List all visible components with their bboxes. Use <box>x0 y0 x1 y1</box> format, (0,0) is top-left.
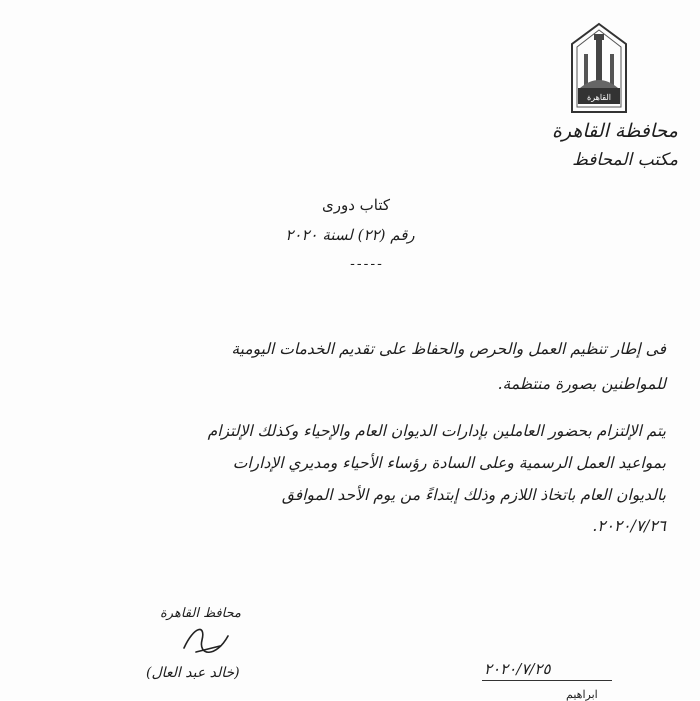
title-separator: ----- <box>350 256 384 272</box>
paragraph2-line: ٢٠٢٠/٧/٢٦. <box>592 517 666 535</box>
logo-text: القاهرة <box>587 93 611 102</box>
clerk-initials: ابراهيم <box>566 688 598 701</box>
circular-title: كتاب دورى <box>321 196 391 214</box>
document-date: ٢٠٢٠/٧/٢٥ <box>484 660 551 678</box>
signatory-title: محافظ القاهرة <box>160 606 241 621</box>
paragraph2-line: يتم الإلتزام بحضور العاملين بإدارات الديوان العام والإحياء وكذلك الإلتزام <box>207 422 666 440</box>
paragraph2-line: بمواعيد العمل الرسمية وعلى السادة رؤساء الأحياء ومديري الإدارات <box>232 454 666 472</box>
paragraph1-line: للمواطنين بصورة منتظمة. <box>497 375 666 393</box>
signatory-name: (خالد عبد العال) <box>146 665 240 681</box>
cairo-governorate-logo <box>566 22 632 114</box>
paragraph2-line: بالديوان العام باتخاذ اللازم وذلك إبتداءً من يوم الأحد الموافق <box>281 486 666 504</box>
governorate-name: محافظة القاهرة <box>551 120 678 142</box>
paragraph1-line: فى إطار تنظيم العمل والحرص والحفاظ على تقديم الخدمات اليومية <box>231 340 666 358</box>
date-underline <box>482 680 612 681</box>
office-name: مكتب المحافظ <box>572 150 678 170</box>
circular-number: رقم (٢٢) لسنة ٢٠٢٠ <box>285 226 415 244</box>
handwritten-signature <box>176 618 236 668</box>
